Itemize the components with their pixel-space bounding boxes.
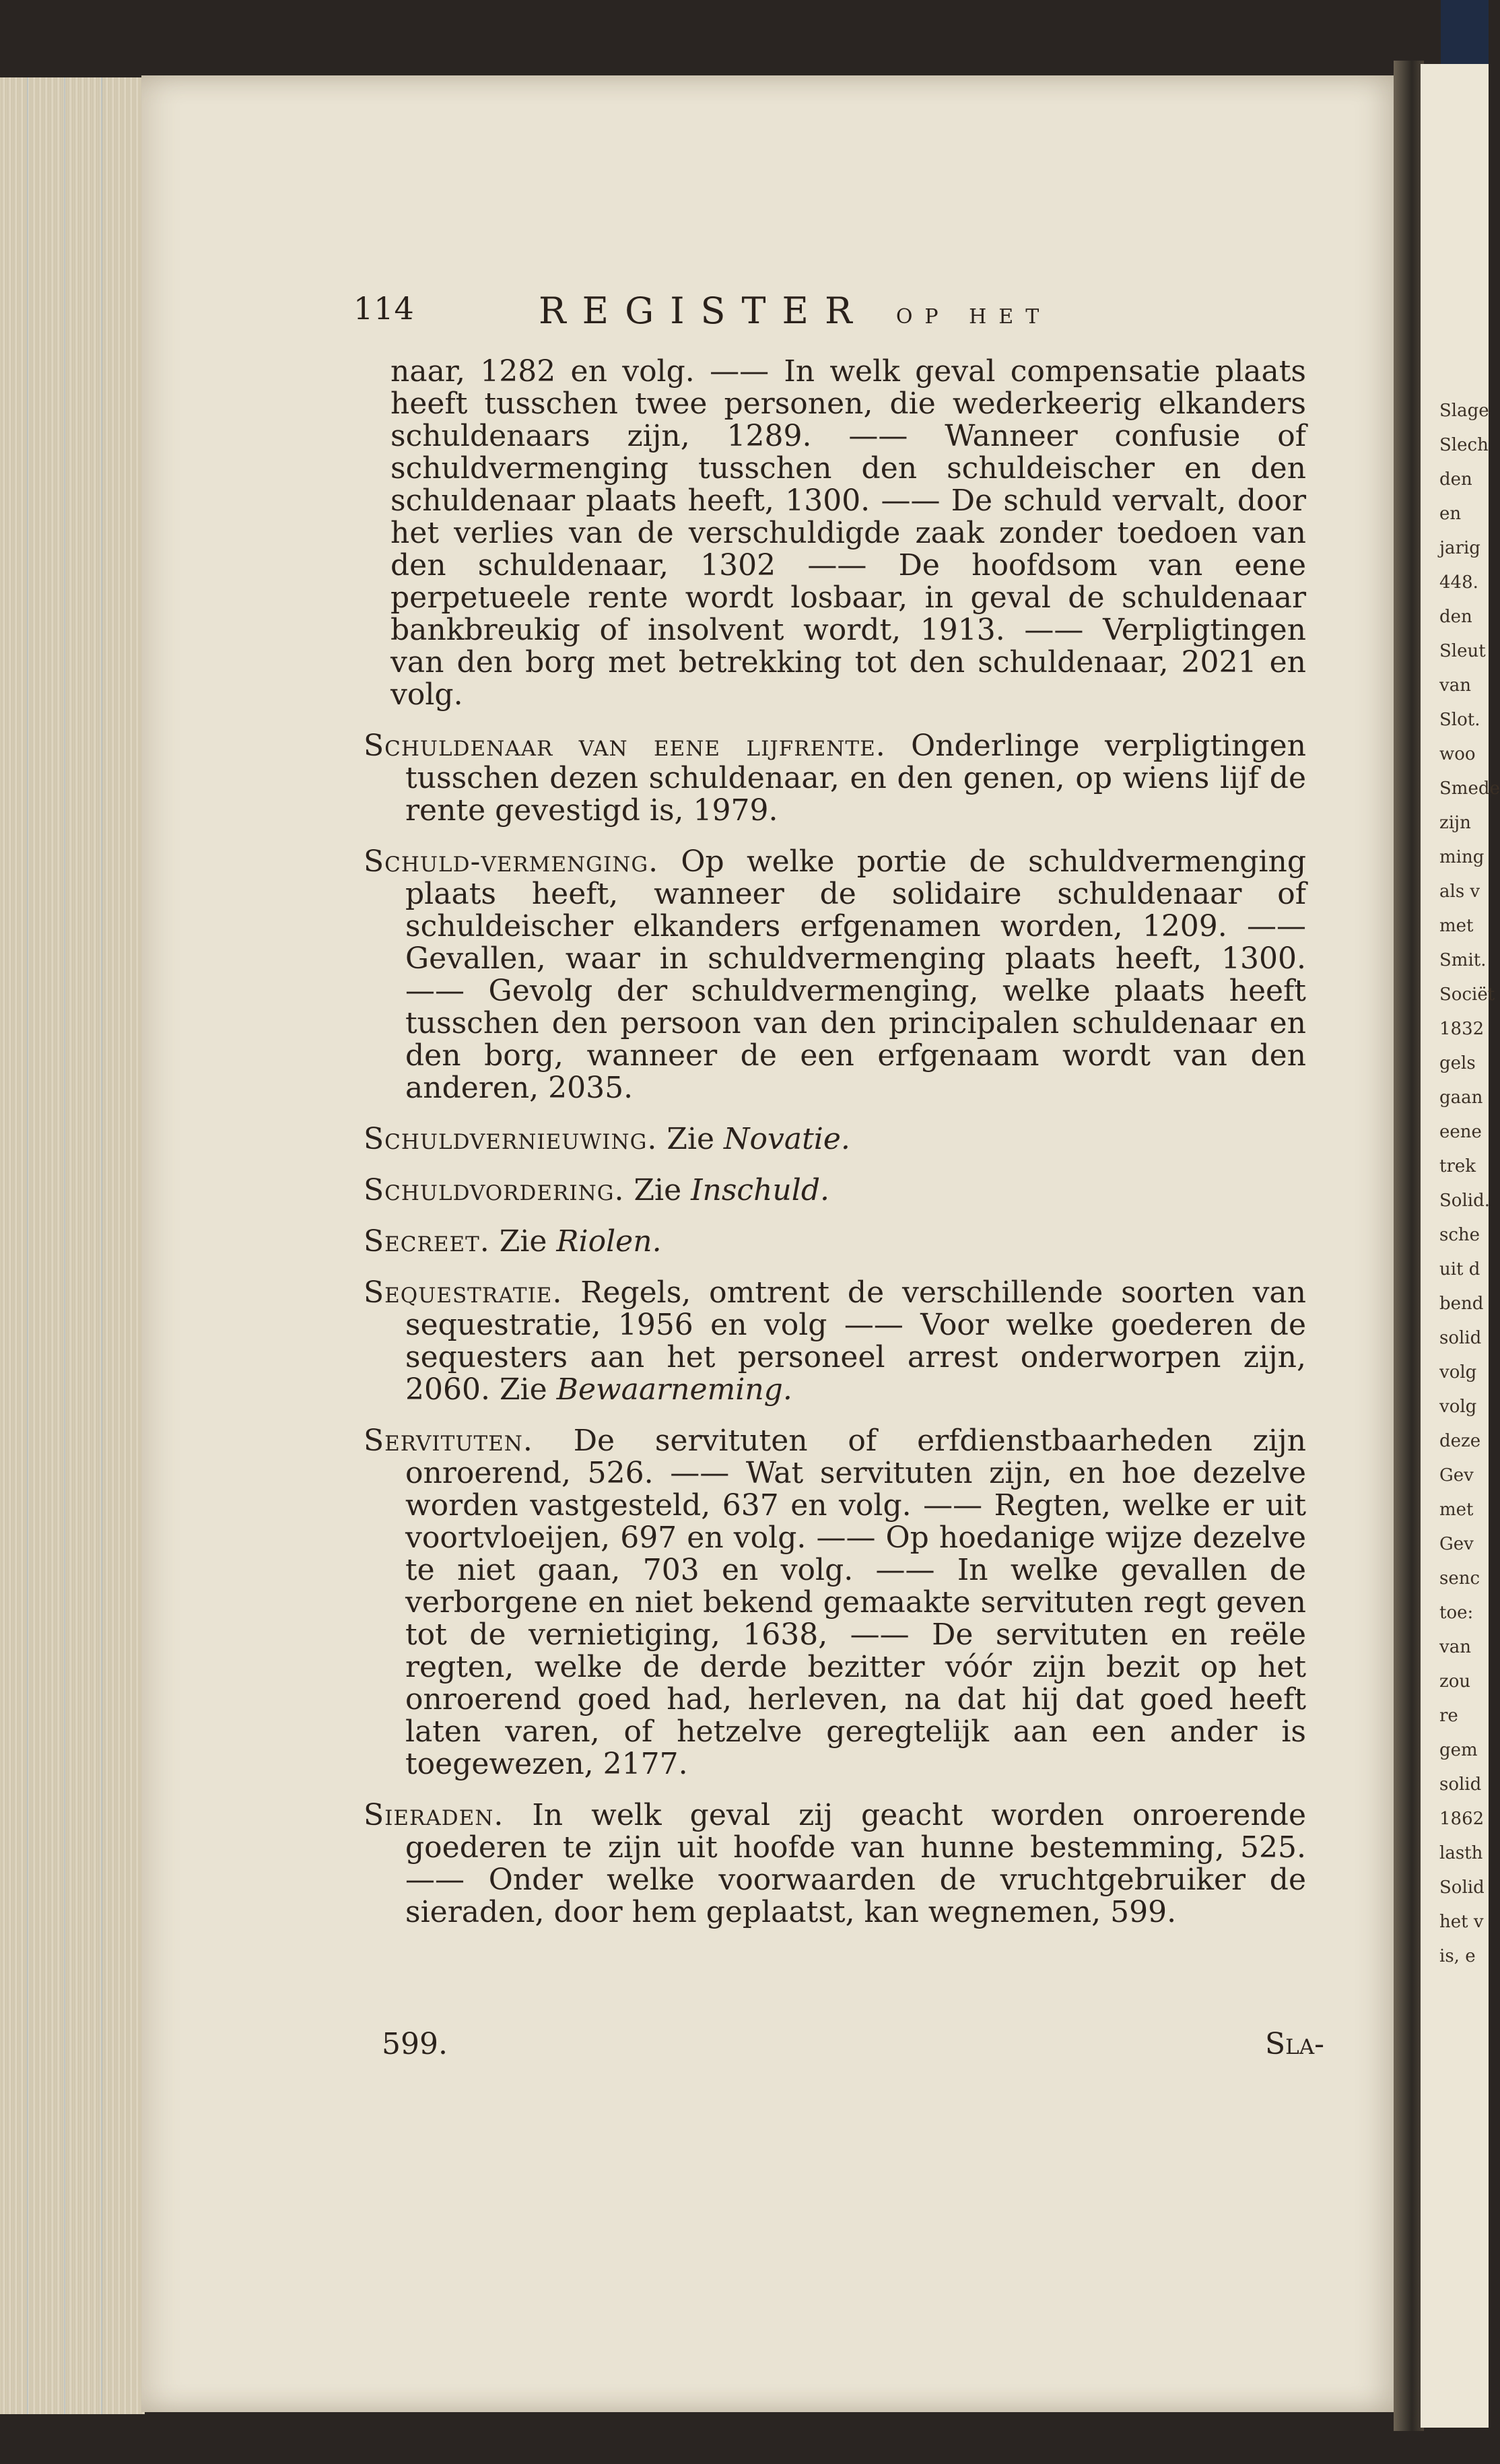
entry-keyword: Sieraden. [364,1798,504,1832]
facing-page-word: als v [1439,881,1480,902]
facing-page-word: van [1439,1637,1471,1657]
book-page-edges [0,77,145,2414]
register-body [364,356,1306,1947]
facing-page-word: deze [1439,1431,1481,1451]
register-entry [364,1123,1306,1156]
facing-page-word: met [1439,1500,1474,1520]
facing-page-word: zou [1439,1671,1471,1692]
facing-page-word: Gev [1439,1465,1474,1486]
facing-page-word: jarig [1439,538,1480,558]
entry-text: Zie [624,1173,691,1207]
register-entry [364,730,1306,827]
page-number: 114 [353,290,415,327]
facing-page-words [1421,394,1500,1974]
entry-reference: Riolen. [556,1224,662,1259]
entry-keyword: Servituten. [364,1424,533,1458]
facing-page-word: den [1439,469,1472,490]
facing-page-word: solid [1439,1328,1482,1348]
register-entry [364,1425,1306,1780]
facing-page-word: zijn [1439,813,1471,833]
facing-page-word: 448. [1439,572,1478,593]
facing-page-word: Gev [1439,1534,1474,1554]
facing-page-word: volg [1439,1362,1477,1383]
facing-page-word: Smit. [1439,950,1487,970]
entry-keyword: Schuldvordering. [364,1173,625,1207]
facing-page-word: Smede [1439,778,1500,799]
facing-page-word: Slech [1439,435,1489,455]
facing-page-word: woo [1439,744,1476,764]
register-entry [364,1799,1306,1929]
facing-page-word: Slage [1439,401,1489,421]
entry-text: Op welke portie de schuldvermenging plaats heeft, wanneer de solidaire schuldenaar of schuldeischer elkanders erfgenamen worden, 1209. —— Gevallen, waar in schuldvermenging plaats heeft, 1300. —— Gevolg der schuldvermenging, welke plaats heeft tusschen den persoon van den principalen schuldenaar en den borg, wanneer de een erfgenaam wordt van den anderen, 2035. [405,844,1306,1105]
entry-reference: Inschuld. [691,1173,829,1207]
facing-page-word: trek [1439,1156,1476,1176]
entry-keyword: Sequestratie. [364,1275,563,1310]
entry-text: Onderlinge verpligtingen tusschen dezen schuldenaar, en den genen, op wiens lijf de rente gevestigd is, 1979. [405,729,1306,828]
register-entry [364,1277,1306,1406]
edge-stain [64,77,65,2414]
entry-keyword: Secreet. [364,1224,490,1259]
facing-page-word: gels [1439,1053,1476,1073]
facing-page-word: lasth [1439,1843,1483,1863]
entry-keyword: Schuldvernieuwing. [364,1122,658,1156]
facing-page-word: den [1439,607,1472,627]
book-gutter [1394,61,1424,2431]
entry-reference: Bewaarneming. [556,1372,792,1407]
catchword-line [382,2027,1324,2061]
facing-page-word: het v [1439,1912,1484,1932]
facing-page-word: solid [1439,1774,1482,1795]
book-cover-cloth [1441,0,1489,67]
entry-text: In welk geval zij geacht worden onroerende goederen te zijn uit hoofde van hunne bestemming, 525. —— Onder welke voorwaarden de vruchtgebruiker de sieraden, door hem geplaatst, kan wegnemen, 599. [405,1798,1306,1929]
entry-text: naar, 1282 en volg. —— In welk geval compensatie plaats heeft tusschen twee personen, die wederkeerig elkanders schuldenaars zijn, 1289. —— Wanneer confusie of schuldvermenging tusschen den schuldeischer en den schuldenaar plaats heeft, 1300. —— De schuld vervalt, door het verlies van de verschuldigde zaak zonder toedoen van den schuldenaar, 1302 —— De hoofdsom van eene perpetueele rente wordt losbaar, in geval de schuldenaar bankbreukig of insolvent wordt, 1913. —— Verpligtingen van den borg met betrekking tot den schuldenaar, 2021 en volg. [390,354,1306,712]
facing-page-word: is, e [1439,1946,1476,1966]
entry-text: Zie [489,1224,557,1259]
entry-text: De servituten of erfdienstbaarheden zijn onroerend, 526. —— Wat servituten zijn, en hoe dezelve worden vastgesteld, 637 en volg. —— Regten, welke er uit voortvloeijen, 697 en volg. —— Op hoedanige wijze dezelve te niet gaan, 703 en volg. —— In welke gevallen de verborgene en niet bekend gemaakte servituten regt geven tot de vernietiging, 1638, —— De servituten en reële regten, welke de derde bezitter vóór zijn bezit op het onroerend goed had, herleven, na dat hij dat goed heeft laten varen, of hetzelve geregtelijk aan een ander is toegewezen, 2177. [405,1424,1306,1781]
facing-page-word: uit d [1439,1259,1480,1279]
facing-page-word: 1832 [1439,1019,1485,1039]
facing-page-word: gem [1439,1740,1478,1760]
facing-page-word: Sleut [1439,641,1486,661]
facing-page-word: gaan [1439,1088,1483,1108]
register-entry [364,356,1306,711]
catchword-left: 599. [382,2027,448,2061]
edge-stain [101,77,102,2414]
running-head [353,290,1052,332]
entry-text: Zie [657,1122,724,1156]
facing-page-word: Sociët [1439,985,1495,1005]
facing-page-fragment [1421,64,1500,2428]
edge-stain [27,77,28,2414]
running-title-small: OP HET [895,305,1052,329]
running-title [539,290,1051,332]
facing-page-word: met [1439,916,1474,936]
facing-page-word: Slot. [1439,710,1480,730]
facing-page-word: Solid [1439,1877,1485,1898]
facing-page-word: toe: [1439,1603,1474,1623]
facing-page-word: van [1439,675,1471,696]
entry-text: Regels, omtrent de verschillende soorten van sequestratie, 1956 en volg —— Voor welke goederen de sequesters aan het personeel arrest onderworpen zijn, 2060. Zie [405,1275,1306,1407]
entry-keyword: Schuld-vermenging. [364,844,659,879]
facing-page-word: 1862 [1439,1809,1485,1829]
facing-page-word: bend [1439,1294,1484,1314]
register-entry [364,846,1306,1104]
register-entry [364,1226,1306,1258]
facing-page-word: eene [1439,1122,1482,1142]
catchword: Sla- [1265,2027,1324,2061]
facing-page-word: sche [1439,1225,1480,1245]
facing-page-word: Solid. [1439,1191,1491,1211]
entry-reference: Novatie. [724,1122,850,1156]
facing-page-word: senc [1439,1568,1480,1589]
facing-page-word: volg [1439,1397,1477,1417]
facing-page-word: ming [1439,847,1485,867]
facing-page-word: re [1439,1706,1458,1726]
entry-keyword: Schuldenaar van eene lijfrente. [364,729,886,763]
register-entry [364,1174,1306,1207]
facing-page-word: en [1439,504,1462,524]
running-title-main: REGISTER [539,290,868,332]
